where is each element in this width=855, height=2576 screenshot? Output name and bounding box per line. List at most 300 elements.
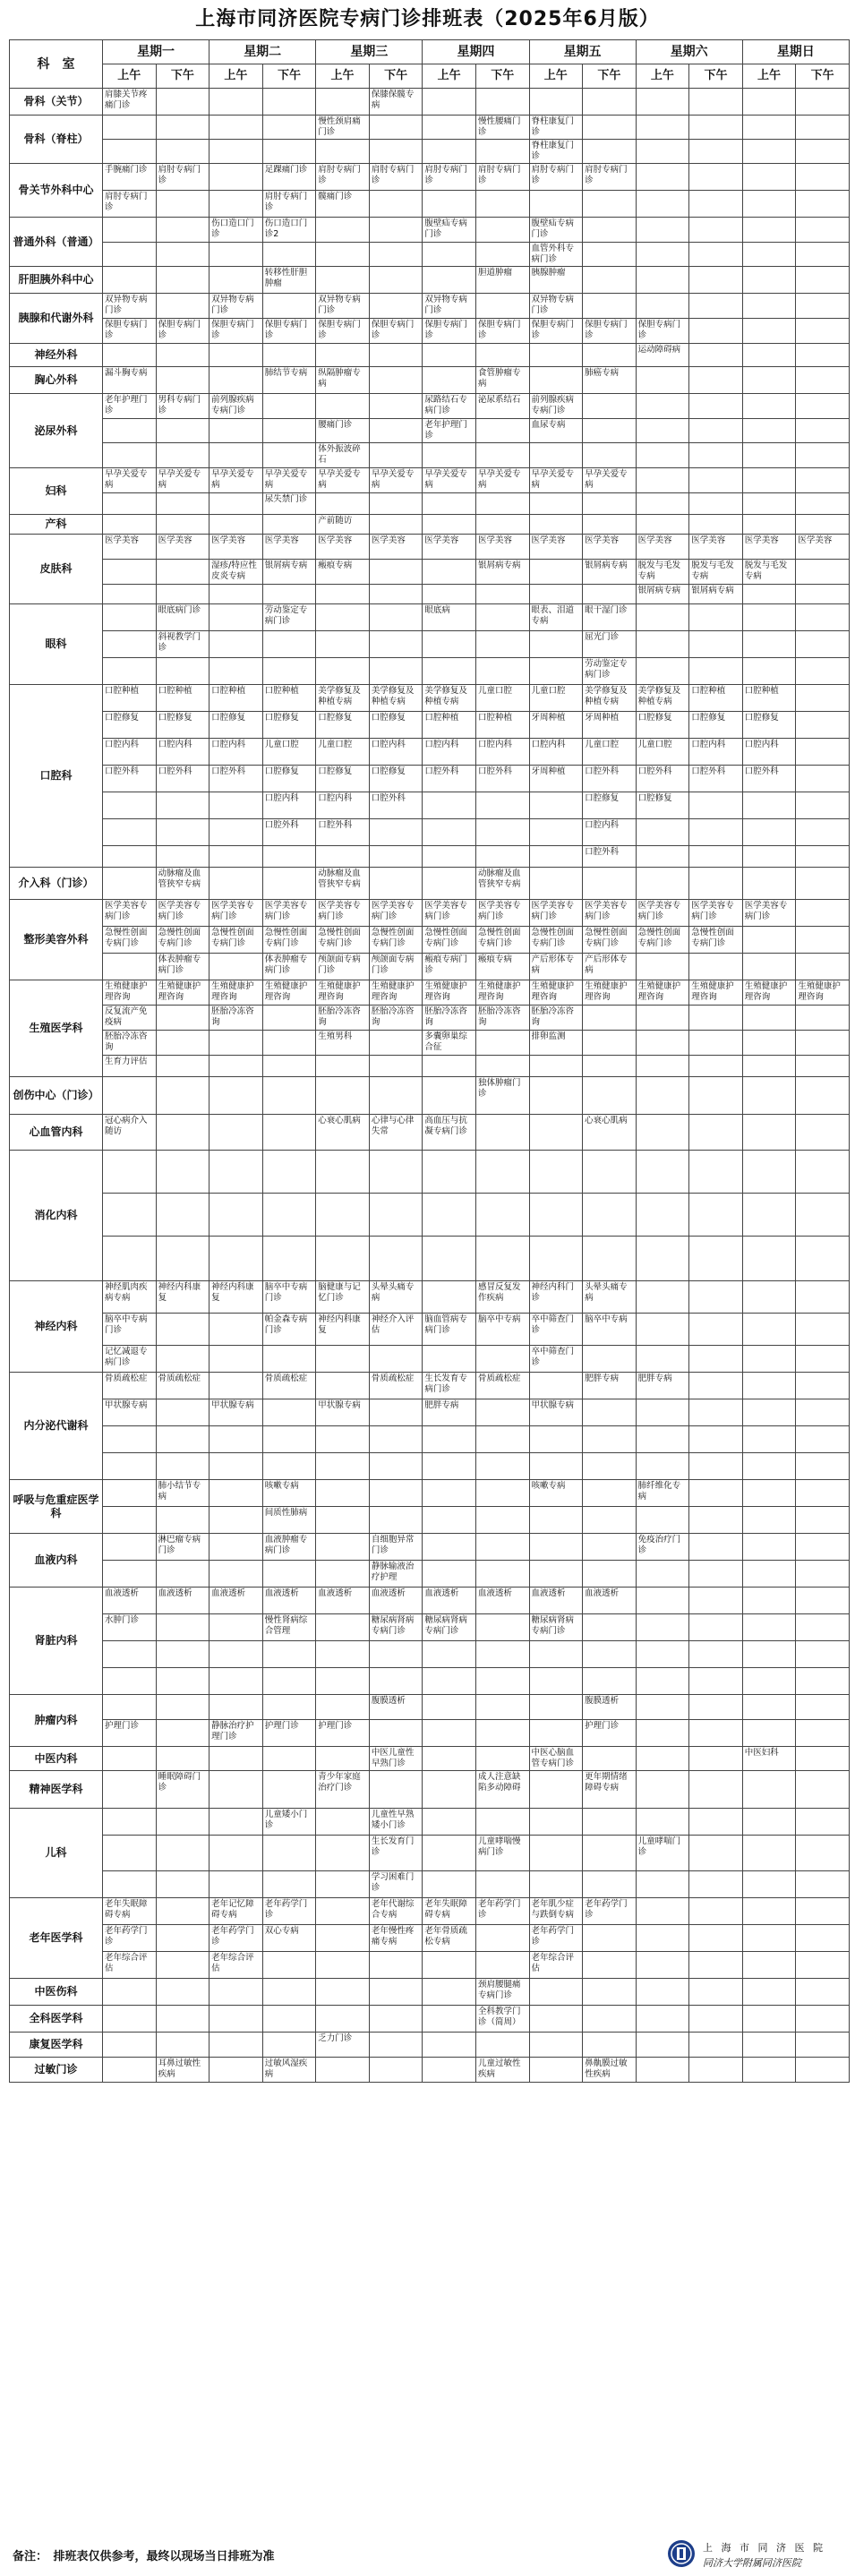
am-clinic-cell: 甲状腺专病 [209, 1399, 263, 1426]
pm-clinic-cell [369, 819, 423, 846]
page-title: 上海市同济医院专病门诊排班表（2025年6月版） [195, 8, 660, 30]
am-clinic-cell: 骨质疏松症 [103, 1373, 157, 1399]
pm-clinic-cell: 糖尿病肾病专病门诊 [369, 1614, 423, 1641]
am-clinic-cell [423, 2033, 476, 2058]
am-clinic-cell: 口腔修复 [103, 712, 157, 739]
am-clinic-cell [636, 2058, 689, 2083]
pm-clinic-cell [796, 900, 850, 927]
pm-clinic-cell [583, 1809, 637, 1836]
am-clinic-cell [103, 140, 157, 164]
department-name: 骨科（脊柱） [10, 116, 103, 164]
footer [9, 2537, 849, 2572]
pm-clinic-cell [796, 493, 850, 515]
am-clinic-cell: 口腔外科 [316, 819, 370, 846]
pm-clinic-cell [262, 1077, 316, 1115]
pm-clinic-cell [156, 267, 209, 294]
schedule-row [10, 1588, 850, 1614]
pm-clinic-cell [689, 819, 743, 846]
am-clinic-cell [316, 1925, 370, 1952]
am-clinic-cell [742, 1695, 796, 1720]
am-clinic-cell [742, 1115, 796, 1151]
am-clinic-cell [742, 1588, 796, 1614]
pm-clinic-cell [583, 1668, 637, 1695]
pm-clinic-cell: 动脉瘤及血管狭窄专病 [156, 868, 209, 900]
am-clinic-cell [209, 1194, 263, 1237]
pm-clinic-cell [796, 819, 850, 846]
am-clinic-cell [423, 1979, 476, 2006]
am-clinic-cell [103, 116, 157, 140]
pm-clinic-cell [369, 1346, 423, 1373]
pm-clinic-cell [475, 1747, 529, 1771]
am-clinic-cell [529, 1373, 583, 1399]
am-clinic-cell [103, 1534, 157, 1561]
department-name: 泌尿外科 [10, 394, 103, 468]
am-clinic-cell: 老年综合评估 [209, 1952, 263, 1979]
pm-clinic-cell: 口腔外科 [689, 766, 743, 792]
pm-clinic-cell: 劳动鉴定专病门诊 [262, 604, 316, 631]
am-clinic-cell: 神经内科康复 [209, 1281, 263, 1314]
pm-clinic-cell: 口腔内科 [262, 792, 316, 819]
pm-clinic-cell: 肩肘专病门诊 [583, 164, 637, 191]
pm-clinic-cell [796, 1151, 850, 1194]
pm-clinic-cell [583, 1031, 637, 1056]
pm-clinic-cell [796, 1006, 850, 1031]
pm-clinic-cell [796, 2033, 850, 2058]
am-clinic-cell: 早孕关爱专病 [103, 468, 157, 493]
pm-clinic-cell: 骨质疏松症 [262, 1373, 316, 1399]
am-clinic-cell: 急慢性创面专病门诊 [423, 927, 476, 954]
am-clinic-cell [529, 515, 583, 535]
am-clinic-cell [529, 1771, 583, 1809]
am-clinic-cell [529, 1056, 583, 1077]
am-clinic-cell [316, 1237, 370, 1281]
pm-clinic-cell [689, 394, 743, 419]
pm-clinic-cell: 帕金森专病门诊 [262, 1314, 316, 1346]
pm-clinic-cell: 骨质疏松症 [369, 1373, 423, 1399]
am-clinic-cell: 漏斗胸专病 [103, 367, 157, 394]
pm-clinic-cell [796, 658, 850, 685]
pm-clinic-cell: 神经内科康复 [156, 1281, 209, 1314]
am-clinic-cell: 卒中筛查门诊 [529, 1314, 583, 1346]
day-header: 星期日 [742, 40, 849, 64]
pm-clinic-cell: 尿失禁门诊 [262, 493, 316, 515]
department-name: 过敏门诊 [10, 2058, 103, 2083]
pm-clinic-cell: 劳动鉴定专病门诊 [583, 658, 637, 685]
pm-clinic-cell [156, 1426, 209, 1453]
pm-clinic-cell [689, 443, 743, 468]
pm-clinic-cell [796, 1480, 850, 1507]
pm-clinic-cell: 生长发育门诊 [369, 1836, 423, 1871]
am-clinic-cell: 中医心脑血管专病门诊 [529, 1747, 583, 1771]
am-clinic-cell [209, 1809, 263, 1836]
am-clinic-cell [316, 585, 370, 604]
pm-clinic-cell [796, 1668, 850, 1695]
am-clinic-cell: 老年护理门诊 [423, 419, 476, 443]
am-clinic-cell [636, 1720, 689, 1747]
am-clinic-cell [529, 1561, 583, 1588]
am-clinic-cell [209, 515, 263, 535]
am-header: 上午 [209, 64, 263, 89]
pm-clinic-cell [475, 1346, 529, 1373]
am-clinic-cell [316, 2006, 370, 2033]
pm-clinic-cell: 血液透析 [475, 1588, 529, 1614]
pm-clinic-cell [583, 1614, 637, 1641]
pm-clinic-cell [796, 218, 850, 243]
am-clinic-cell [529, 89, 583, 116]
pm-clinic-cell [689, 846, 743, 868]
am-clinic-cell [423, 1747, 476, 1771]
am-clinic-cell [209, 846, 263, 868]
am-header: 上午 [529, 64, 583, 89]
am-clinic-cell [316, 1534, 370, 1561]
am-clinic-cell [103, 1836, 157, 1871]
am-clinic-cell: 老年药学门诊 [209, 1925, 263, 1952]
pm-clinic-cell: 医学美容专病门诊 [583, 900, 637, 927]
am-clinic-cell [529, 1194, 583, 1237]
department-name: 整形美容外科 [10, 900, 103, 980]
pm-clinic-cell [262, 1115, 316, 1151]
am-clinic-cell [316, 1809, 370, 1836]
schedule-row [10, 1809, 850, 1836]
am-clinic-cell [209, 954, 263, 980]
am-clinic-cell [316, 1194, 370, 1237]
schedule-row [10, 685, 850, 712]
pm-clinic-cell [369, 2058, 423, 2083]
pm-clinic-cell: 血液透析 [583, 1588, 637, 1614]
pm-clinic-cell [475, 819, 529, 846]
pm-clinic-cell [156, 140, 209, 164]
pm-clinic-cell [475, 140, 529, 164]
pm-clinic-cell [796, 294, 850, 319]
am-clinic-cell [742, 1031, 796, 1056]
am-clinic-cell [742, 1507, 796, 1534]
pm-clinic-cell: 早孕关爱专病 [156, 468, 209, 493]
pm-clinic-cell [689, 267, 743, 294]
pm-clinic-cell [689, 1771, 743, 1809]
pm-clinic-cell [796, 1453, 850, 1480]
am-clinic-cell [423, 868, 476, 900]
am-clinic-cell: 口腔内科 [742, 739, 796, 766]
pm-clinic-cell [262, 1747, 316, 1771]
am-clinic-cell [423, 1695, 476, 1720]
am-clinic-cell [636, 1031, 689, 1056]
am-clinic-cell [742, 1480, 796, 1507]
pm-clinic-cell [583, 191, 637, 218]
pm-clinic-cell [156, 1641, 209, 1668]
pm-clinic-cell [689, 1668, 743, 1695]
am-clinic-cell [742, 218, 796, 243]
pm-clinic-cell [156, 1115, 209, 1151]
pm-clinic-cell: 医学美容 [796, 535, 850, 560]
schedule-row [10, 819, 850, 846]
pm-clinic-cell [475, 493, 529, 515]
am-clinic-cell [423, 1346, 476, 1373]
schedule-table-container [9, 39, 849, 2083]
am-clinic-cell [529, 1151, 583, 1194]
pm-clinic-cell [475, 89, 529, 116]
pm-clinic-cell [262, 1668, 316, 1695]
pm-clinic-cell [262, 344, 316, 367]
am-clinic-cell [316, 344, 370, 367]
pm-clinic-cell: 护理门诊 [583, 1720, 637, 1747]
pm-clinic-cell [262, 1641, 316, 1668]
pm-clinic-cell [369, 1480, 423, 1507]
pm-clinic-cell: 肥胖专病 [583, 1373, 637, 1399]
pm-clinic-cell: 腹膜透析 [369, 1695, 423, 1720]
am-clinic-cell: 瘢痕专病门诊 [423, 954, 476, 980]
pm-clinic-cell: 自细胞异常门诊 [369, 1534, 423, 1561]
schedule-row [10, 739, 850, 766]
am-clinic-cell [742, 2058, 796, 2083]
pm-clinic-cell: 慢性腰痛门诊 [475, 116, 529, 140]
pm-clinic-cell [689, 1453, 743, 1480]
am-clinic-cell [636, 819, 689, 846]
pm-clinic-cell [262, 631, 316, 658]
pm-clinic-cell: 血液透析 [369, 1588, 423, 1614]
schedule-row [10, 1641, 850, 1668]
am-clinic-cell [103, 1237, 157, 1281]
am-clinic-cell [209, 2006, 263, 2033]
am-clinic-cell [636, 468, 689, 493]
pm-clinic-cell: 头晕头痛专病 [369, 1281, 423, 1314]
am-clinic-cell [103, 1668, 157, 1695]
am-clinic-cell [742, 1561, 796, 1588]
am-clinic-cell [636, 846, 689, 868]
department-name: 骨科（关节） [10, 89, 103, 116]
pm-clinic-cell [369, 631, 423, 658]
am-clinic-cell: 生殖健康护理咨询 [209, 980, 263, 1006]
am-clinic-cell: 银屑病专病 [636, 585, 689, 604]
am-clinic-cell [742, 116, 796, 140]
am-clinic-cell [636, 1588, 689, 1614]
pm-clinic-cell: 胆道肿瘤 [475, 267, 529, 294]
schedule-row [10, 900, 850, 927]
am-clinic-cell: 生殖健康护理咨询 [636, 980, 689, 1006]
schedule-row [10, 2033, 850, 2058]
department-name: 消化内科 [10, 1151, 103, 1281]
am-clinic-cell [423, 1771, 476, 1809]
am-clinic-cell [636, 1194, 689, 1237]
schedule-row [10, 344, 850, 367]
am-clinic-cell [209, 1561, 263, 1588]
pm-clinic-cell [156, 1006, 209, 1031]
pm-clinic-cell [796, 685, 850, 712]
am-clinic-cell: 静脉治疗护理门诊 [209, 1720, 263, 1747]
pm-clinic-cell [796, 515, 850, 535]
am-clinic-cell [742, 1006, 796, 1031]
am-clinic-cell: 神经内科门诊 [529, 1281, 583, 1314]
pm-clinic-cell: 老年药学门诊 [583, 1898, 637, 1925]
department-name: 内分泌代谢科 [10, 1373, 103, 1480]
am-clinic-cell [103, 2033, 157, 2058]
hospital-subtitle: 同济大学附属同济医院 [703, 2557, 801, 2569]
pm-clinic-cell [475, 1115, 529, 1151]
am-clinic-cell [103, 2058, 157, 2083]
schedule-row [10, 1720, 850, 1747]
am-clinic-cell: 尿路结石专病门诊 [423, 394, 476, 419]
pm-clinic-cell: 眼底病门诊 [156, 604, 209, 631]
am-clinic-cell: 肩肘专病门诊 [316, 164, 370, 191]
am-header: 上午 [742, 64, 796, 89]
am-clinic-cell: 保胆专病门诊 [529, 319, 583, 344]
pm-clinic-cell [583, 1399, 637, 1426]
am-clinic-cell: 口腔内科 [423, 739, 476, 766]
am-clinic-cell [636, 419, 689, 443]
pm-clinic-cell [475, 1925, 529, 1952]
am-header: 上午 [316, 64, 370, 89]
schedule-row [10, 1952, 850, 1979]
pm-clinic-cell [369, 191, 423, 218]
schedule-row [10, 493, 850, 515]
am-clinic-cell: 生殖健康护理咨询 [423, 980, 476, 1006]
am-clinic-cell [423, 515, 476, 535]
am-clinic-cell: 美学修复及种植专病 [636, 685, 689, 712]
pm-clinic-cell [796, 792, 850, 819]
pm-clinic-cell [689, 2006, 743, 2033]
pm-clinic-cell [689, 658, 743, 685]
pm-clinic-cell: 牙周种植 [583, 712, 637, 739]
pm-clinic-cell [689, 515, 743, 535]
am-clinic-cell [529, 1641, 583, 1668]
pm-clinic-cell: 感冒反复发作疾病 [475, 1281, 529, 1314]
am-clinic-cell [209, 1115, 263, 1151]
pm-clinic-cell [583, 443, 637, 468]
pm-clinic-cell [583, 1346, 637, 1373]
pm-clinic-cell [475, 1237, 529, 1281]
am-clinic-cell: 血液透析 [209, 1588, 263, 1614]
department-name: 生殖医学科 [10, 980, 103, 1077]
pm-clinic-cell [796, 1115, 850, 1151]
schedule-row [10, 1668, 850, 1695]
am-clinic-cell [316, 1426, 370, 1453]
am-clinic-cell: 血液透析 [529, 1588, 583, 1614]
pm-clinic-cell [689, 1006, 743, 1031]
pm-clinic-cell [369, 243, 423, 267]
am-clinic-cell [209, 1836, 263, 1871]
am-clinic-cell [209, 267, 263, 294]
am-clinic-cell [209, 1507, 263, 1534]
am-clinic-cell [209, 140, 263, 164]
am-clinic-cell [209, 792, 263, 819]
department-name: 老年医学科 [10, 1898, 103, 1979]
pm-clinic-cell [475, 1695, 529, 1720]
am-clinic-cell: 老年护理门诊 [103, 394, 157, 419]
pm-clinic-cell: 儿童口腔 [475, 685, 529, 712]
department-name: 骨关节外科中心 [10, 164, 103, 218]
pm-clinic-cell: 口腔种植 [689, 685, 743, 712]
am-clinic-cell: 口腔外科 [742, 766, 796, 792]
pm-clinic-cell [262, 1399, 316, 1426]
am-clinic-cell: 脱发与毛发专病 [636, 560, 689, 585]
department-name: 儿科 [10, 1809, 103, 1898]
am-clinic-cell: 肩膝关节疼痛门诊 [103, 89, 157, 116]
am-clinic-cell [103, 1453, 157, 1480]
pm-clinic-cell [689, 89, 743, 116]
am-clinic-cell: 生殖男科 [316, 1031, 370, 1056]
pm-clinic-cell: 过敏风湿疾病 [262, 2058, 316, 2083]
am-clinic-cell [423, 367, 476, 394]
am-clinic-cell [103, 493, 157, 515]
pm-clinic-cell [689, 1952, 743, 1979]
am-clinic-cell: 急慢性创面专病门诊 [209, 927, 263, 954]
pm-clinic-cell [689, 1720, 743, 1747]
pm-clinic-cell [475, 1641, 529, 1668]
pm-clinic-cell [475, 658, 529, 685]
pm-clinic-cell [156, 1346, 209, 1373]
pm-clinic-cell [796, 267, 850, 294]
pm-clinic-cell [583, 868, 637, 900]
am-clinic-cell [742, 294, 796, 319]
pm-clinic-cell [583, 1747, 637, 1771]
am-clinic-cell [636, 1151, 689, 1194]
am-clinic-cell [636, 2006, 689, 2033]
pm-clinic-cell [689, 631, 743, 658]
pm-clinic-cell [475, 419, 529, 443]
am-clinic-cell: 血液透析 [423, 1588, 476, 1614]
pm-clinic-cell: 淋巴瘤专病门诊 [156, 1534, 209, 1561]
pm-clinic-cell [156, 1314, 209, 1346]
am-clinic-cell: 口腔内科 [316, 792, 370, 819]
pm-clinic-cell [156, 560, 209, 585]
schedule-row [10, 1925, 850, 1952]
am-clinic-cell [742, 868, 796, 900]
pm-clinic-cell [475, 1668, 529, 1695]
pm-clinic-cell [689, 468, 743, 493]
pm-clinic-cell [369, 2033, 423, 2058]
am-clinic-cell: 口腔修复 [636, 792, 689, 819]
am-clinic-cell [529, 868, 583, 900]
pm-clinic-cell [689, 1480, 743, 1507]
department-name: 创伤中心（门诊） [10, 1077, 103, 1115]
am-clinic-cell [316, 1561, 370, 1588]
am-clinic-cell [742, 658, 796, 685]
am-clinic-cell [636, 1747, 689, 1771]
am-clinic-cell: 排卵监测 [529, 1031, 583, 1056]
pm-clinic-cell [262, 2033, 316, 2058]
department-name: 胰腺和代谢外科 [10, 294, 103, 344]
pm-clinic-cell: 早孕关爱专病 [475, 468, 529, 493]
am-clinic-cell [742, 394, 796, 419]
pm-clinic-cell [796, 1695, 850, 1720]
am-clinic-cell [742, 1426, 796, 1453]
schedule-row [10, 1151, 850, 1194]
pm-clinic-cell: 产后形体专病 [583, 954, 637, 980]
department-name: 血液内科 [10, 1534, 103, 1588]
schedule-row [10, 1281, 850, 1314]
am-clinic-cell [316, 1480, 370, 1507]
pm-clinic-cell [369, 1237, 423, 1281]
am-clinic-cell [423, 1720, 476, 1747]
pm-clinic-cell [583, 344, 637, 367]
pm-clinic-cell: 转移性肝胆肿瘤 [262, 267, 316, 294]
pm-clinic-cell: 体表肿瘤专病门诊 [156, 954, 209, 980]
pm-clinic-cell [796, 560, 850, 585]
department-name: 胸心外科 [10, 367, 103, 394]
am-clinic-cell: 口腔外科 [209, 766, 263, 792]
am-clinic-cell [742, 1151, 796, 1194]
pm-clinic-cell [369, 658, 423, 685]
am-clinic-cell [209, 1771, 263, 1809]
schedule-row [10, 585, 850, 604]
pm-clinic-cell [689, 1151, 743, 1194]
pm-clinic-cell: 医学美容 [369, 535, 423, 560]
am-clinic-cell [423, 658, 476, 685]
pm-clinic-cell [369, 560, 423, 585]
pm-clinic-cell: 保胆专病门诊 [475, 319, 529, 344]
am-clinic-cell: 甲状腺专病 [529, 1399, 583, 1426]
am-clinic-cell [316, 631, 370, 658]
pm-clinic-cell [369, 1077, 423, 1115]
